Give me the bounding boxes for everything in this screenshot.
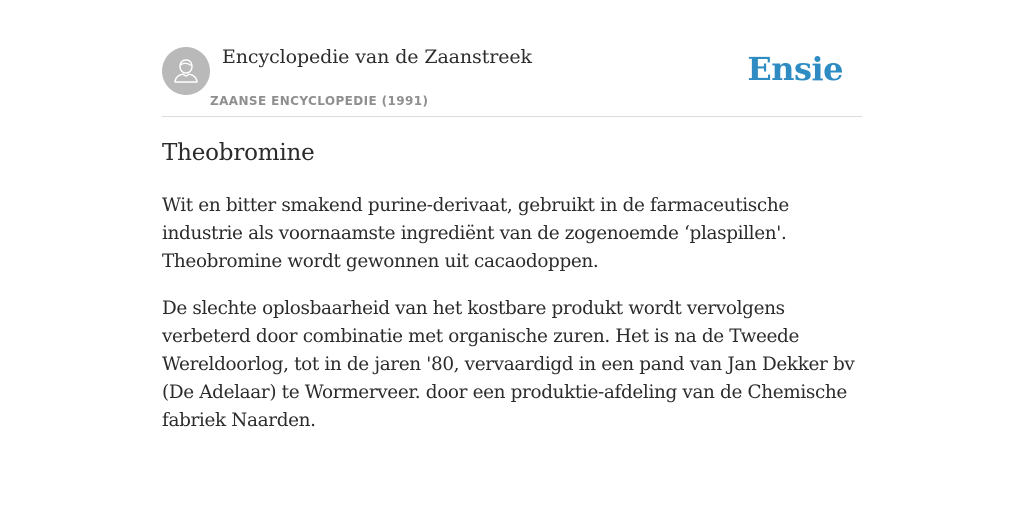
entry-paragraph: De slechte oplosbaarheid van het kostbare produkt wordt vervolgens verbeterd door combinatie met organische zuren. Het is na de Tweede Wereldoorlog, tot in de jaren '80, vervaardigd in een pand van Jan Dekker bv (De Adelaar) te Wormerveer. door een produktie-afdeling van de Chemische fabriek Naarden. [162,298,855,431]
source-subtitle: ZAANSE ENCYCLOPEDIE (1991) [210,94,429,108]
entry-title: Theobromine [162,140,315,166]
user-placeholder-icon [171,56,201,86]
source-title[interactable]: Encyclopedie van de Zaanstreek [222,46,532,68]
source-avatar[interactable] [162,47,210,95]
entry-paragraph: Wit en bitter smakend purine-derivaat, gebruikt in de farmaceutische industrie als voornaamste ingrediënt van de zogenoemde ‘plaspillen'. Theobromine wordt gewonnen uit cacaodoppen. [162,195,789,272]
brand-logo-link[interactable]: Ensie [747,50,843,88]
source-header [162,0,862,117]
page [162,0,862,431]
